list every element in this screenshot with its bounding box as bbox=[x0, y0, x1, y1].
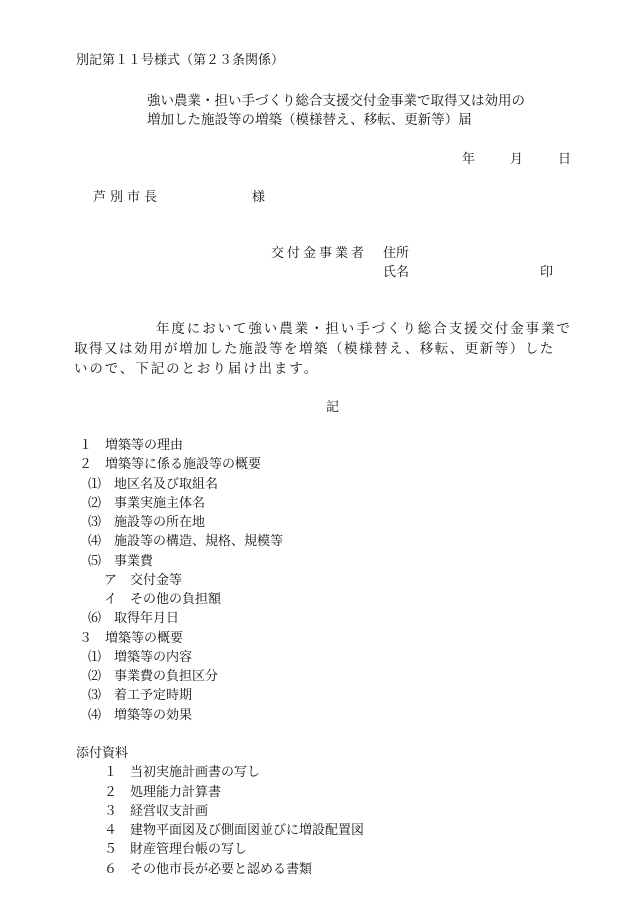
document-title-line2: 増加した施設等の増築（模様替え、移転、更新等）届 bbox=[147, 112, 472, 128]
form-number: 別記第１１号様式（第２３条関係） bbox=[76, 53, 285, 68]
addressee-honorific: 様 bbox=[252, 190, 266, 205]
body-line-1: 年度において強い農業・担い手づくり総合支援交付金事業で bbox=[156, 321, 572, 337]
seal-mark: 印 bbox=[540, 265, 554, 280]
attachment-item: ５ 財産管理台帳の写し bbox=[104, 842, 248, 857]
date-day-label: 日 bbox=[558, 152, 572, 167]
body-line-3: いので、下記のとおり届け出ます。 bbox=[74, 361, 320, 377]
item-extension-overview: ３ 増築等の概要 bbox=[79, 631, 184, 646]
attachment-item: ３ 経営収支計画 bbox=[104, 804, 209, 819]
applicant-label: 交付金事業者 bbox=[271, 246, 368, 261]
item-cost-sharing: ⑵ 事業費の負担区分 bbox=[88, 669, 219, 684]
item-other-burden: イ その他の負担額 bbox=[104, 592, 222, 607]
item-implementing-body: ⑵ 事業実施主体名 bbox=[88, 496, 206, 511]
body-line-2: 取得又は効用が増加した施設等を増築（模様替え、移転、更新等）した bbox=[74, 341, 555, 357]
item-facility-overview: ２ 増築等に係る施設等の概要 bbox=[79, 457, 262, 472]
item-start-schedule: ⑶ 着工予定時期 bbox=[88, 688, 193, 703]
item-facility-structure: ⑷ 施設等の構造、規格、規模等 bbox=[88, 534, 284, 549]
item-reason: １ 増築等の理由 bbox=[79, 438, 184, 453]
item-extension-content: ⑴ 増築等の内容 bbox=[88, 650, 193, 665]
item-facility-location: ⑶ 施設等の所在地 bbox=[88, 515, 206, 530]
document-title-line1: 強い農業・担い手づくり総合支援交付金事業で取得又は効用の bbox=[147, 93, 525, 109]
date-year-label: 年 bbox=[462, 152, 476, 167]
attachment-item: １ 当初実施計画書の写し bbox=[104, 765, 261, 780]
attachment-item: ６ その他市長が必要と認める書類 bbox=[104, 862, 313, 877]
attachments-heading: 添付資料 bbox=[76, 746, 129, 761]
item-acquisition-date: ⑹ 取得年月日 bbox=[88, 611, 180, 626]
name-label: 氏名 bbox=[383, 265, 410, 280]
item-project-cost: ⑸ 事業費 bbox=[88, 554, 154, 569]
addressee-name: 芦別市長 bbox=[93, 190, 162, 205]
attachment-item: ２ 処理能力計算書 bbox=[104, 785, 222, 800]
item-area-name: ⑴ 地区名及び取組名 bbox=[88, 477, 219, 492]
item-subsidy: ア 交付金等 bbox=[104, 573, 183, 588]
date-month-label: 月 bbox=[510, 152, 524, 167]
ki-marker: 記 bbox=[326, 400, 340, 415]
attachment-item: ４ 建物平面図及び側面図並びに増設配置図 bbox=[104, 823, 365, 838]
address-label: 住所 bbox=[383, 246, 410, 261]
item-extension-effect: ⑷ 増築等の効果 bbox=[88, 708, 193, 723]
